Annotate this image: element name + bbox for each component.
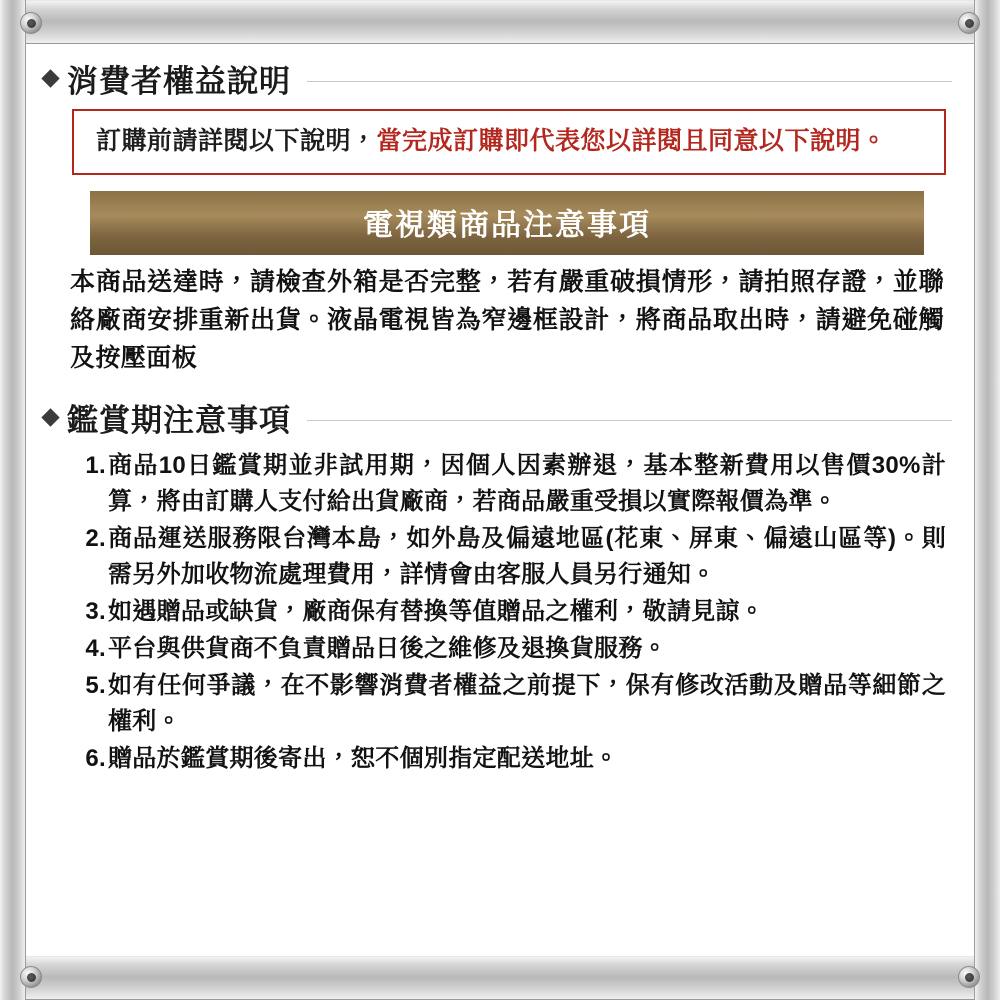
list-item [80,741,946,777]
section-title-trial-period: 鑑賞期注意事項 [67,403,291,439]
list-item-number: 2. [85,525,106,553]
list-item-text: 贈品於鑑賞期後寄出，恕不個別指定配送地址。 [108,745,619,773]
list-item [80,594,946,630]
list-item-text: 平台與供貨商不負責贈品日後之維修及退換貨服務。 [108,635,667,663]
metal-frame-bottom [0,956,1000,1000]
document-content [26,44,974,956]
notice-highlight-text: 當完成訂購即代表您以詳閱且同意以下說明。 [376,127,887,155]
list-item-number: 1. [85,452,106,480]
notice-box [72,109,946,175]
list-item-number: 4. [85,635,106,663]
section-header-trial-period [44,395,952,440]
list-item-text: 商品運送服務限台灣本島，如外島及偏遠地區(花東、屏東、偏遠山區等)。則需另外加收物流處理費用，詳情會由客服人員另行通知。 [108,525,946,589]
screw-bottom-left-icon [20,966,42,988]
list-item-number: 6. [85,745,106,773]
list-item [80,631,946,667]
list-item [80,668,946,740]
header-divider [307,420,952,421]
screw-top-right-icon [958,12,980,34]
section-header-consumer-rights [44,56,952,101]
diamond-icon [41,409,59,427]
list-item [80,521,946,593]
list-item-text: 如有任何爭議，在不影響消費者權益之前提下，保有修改活動及贈品等細節之權利。 [108,672,946,736]
metal-frame-left [0,0,26,1000]
trial-period-list [80,448,946,777]
metal-frame-top [0,0,1000,44]
list-item [80,448,946,520]
notice-lead-text: 訂購前請詳閱以下說明， [96,127,377,155]
list-item-text: 如遇贈品或缺貨，廠商保有替換等值贈品之權利，敬請見諒。 [108,598,765,626]
screw-bottom-right-icon [958,966,980,988]
header-divider [307,81,952,82]
list-item-number: 3. [85,598,106,626]
list-item-text: 商品10日鑑賞期並非試用期，因個人因素辦退，基本整新費用以售價30%計算，將由訂購人支付給出貨廠商，若商品嚴重受損以實際報價為準。 [108,452,946,516]
section-spacer [44,377,952,391]
metal-frame-right [974,0,1000,1000]
screw-top-left-icon [20,12,42,34]
notice-text [96,123,926,159]
section-title-consumer-rights: 消費者權益說明 [67,64,291,99]
tv-category-banner: 電視類商品注意事項 [90,191,924,255]
list-item-number: 5. [85,672,106,700]
diamond-icon [41,69,59,87]
tv-category-paragraph: 本商品送達時，請檢查外箱是否完整，若有嚴重破損情形，請拍照存證，並聯絡廠商安排重新出貨。液晶電視皆為窄邊框設計，將商品取出時，請避免碰觸及按壓面板 [70,268,944,373]
